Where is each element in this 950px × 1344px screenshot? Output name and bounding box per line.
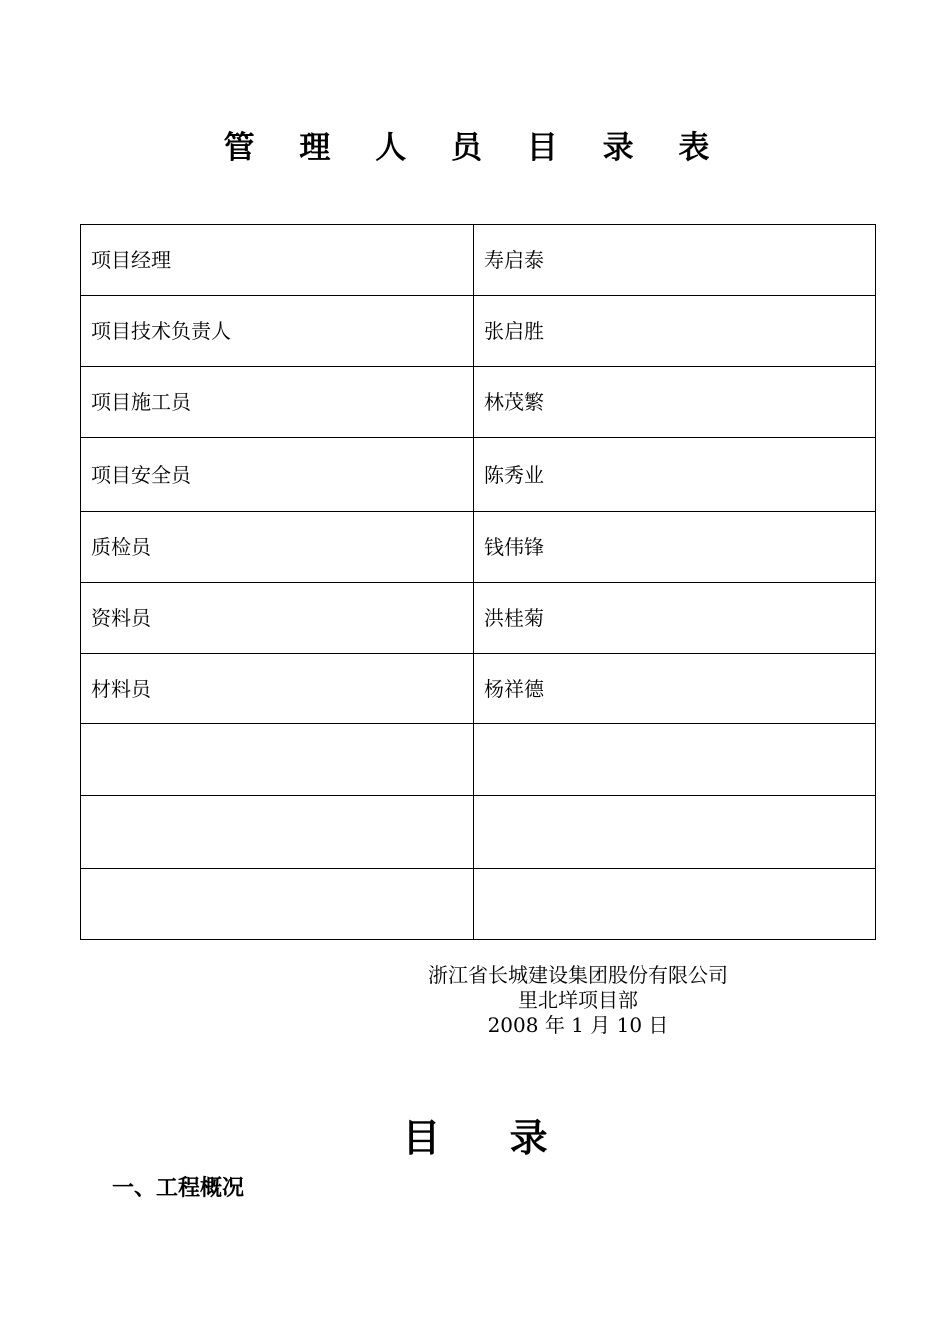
role-cell: 质检员 <box>81 512 474 583</box>
table-row <box>81 296 876 367</box>
toc-title: 目 录 <box>402 1116 576 1160</box>
name-cell: 杨祥德 <box>474 654 876 724</box>
name-cell: 寿启泰 <box>474 225 876 296</box>
table-row <box>81 225 876 296</box>
name-cell: 钱伟锋 <box>474 512 876 583</box>
name-cell <box>474 869 876 940</box>
table-row <box>81 583 876 654</box>
page-title: 管 理 人 员 目 录 表 <box>223 130 727 166</box>
role-cell: 资料员 <box>81 583 474 654</box>
table-row <box>81 438 876 512</box>
role-cell: 材料员 <box>81 654 474 724</box>
role-cell <box>81 724 474 796</box>
table-row <box>81 367 876 438</box>
signature-block <box>378 963 778 1038</box>
role-cell <box>81 869 474 940</box>
role-cell: 项目经理 <box>81 225 474 296</box>
company-name: 浙江省长城建设集团股份有限公司 <box>428 963 728 987</box>
table-row <box>81 724 876 796</box>
name-cell <box>474 724 876 796</box>
signature-date: 2008 年 1 月 10 日 <box>487 1013 669 1037</box>
role-cell: 项目施工员 <box>81 367 474 438</box>
role-cell: 项目技术负责人 <box>81 296 474 367</box>
table-row <box>81 512 876 583</box>
staff-table <box>80 224 876 940</box>
role-cell: 项目安全员 <box>81 438 474 512</box>
name-cell: 洪桂菊 <box>474 583 876 654</box>
table-row <box>81 796 876 869</box>
name-cell: 林茂繁 <box>474 367 876 438</box>
name-cell <box>474 796 876 869</box>
role-cell <box>81 796 474 869</box>
table-row <box>81 654 876 724</box>
toc-item: 一、工程概况 <box>112 1176 245 1201</box>
name-cell: 陈秀业 <box>474 438 876 512</box>
department-name: 里北垟项目部 <box>518 988 638 1012</box>
name-cell: 张启胜 <box>474 296 876 367</box>
table-row <box>81 869 876 940</box>
